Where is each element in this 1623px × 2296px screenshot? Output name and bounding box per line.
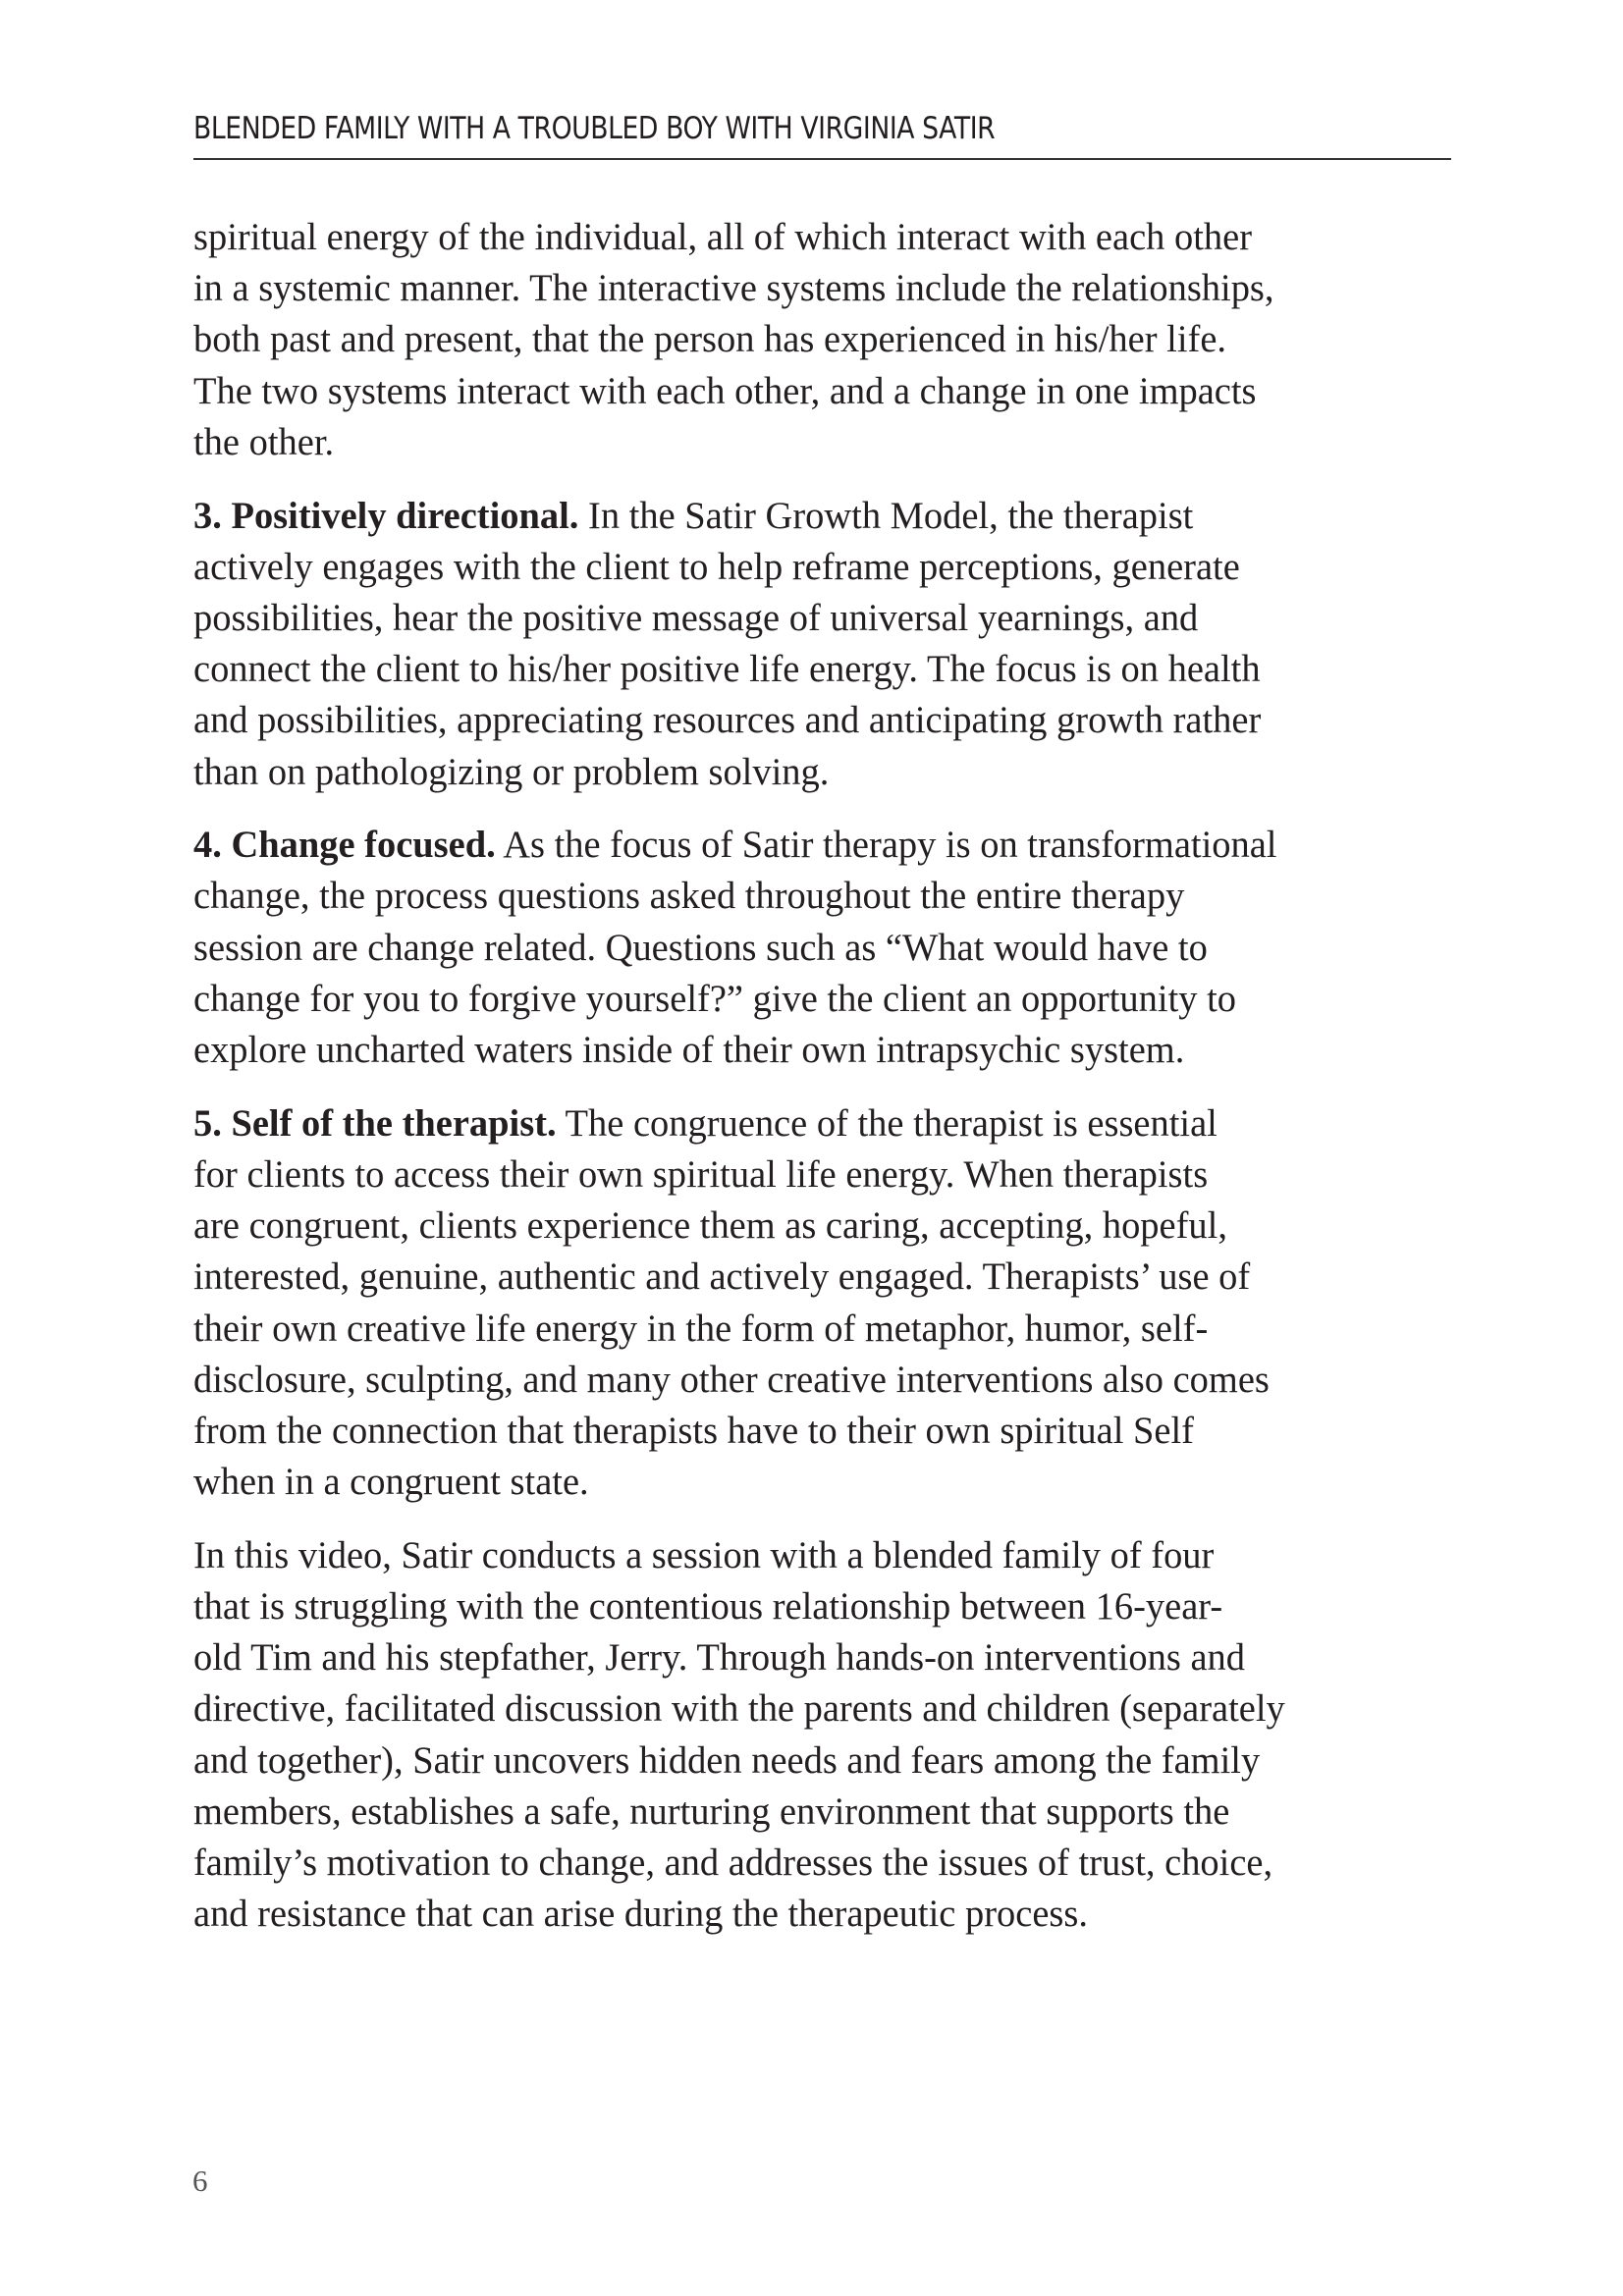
paragraph-lead: 4. Change focused. xyxy=(193,824,496,867)
text-line: session are change related. Questions such as “What would have to xyxy=(193,926,1208,969)
text-line: The two systems interact with each other, and a change in one impacts xyxy=(193,369,1257,412)
text-line: and possibilities, appreciating resources and anticipating growth rather xyxy=(193,699,1262,742)
text-line: both past and present, that the person has experienced in his/her life. xyxy=(193,318,1227,361)
text-line: change for you to forgive yourself?” give the client an opportunity to xyxy=(193,977,1237,1020)
text-line: when in a congruent state. xyxy=(193,1461,589,1504)
text-line: and resistance that can arise during the therapeutic process. xyxy=(193,1893,1088,1936)
paragraph-change-focused xyxy=(193,820,1470,1076)
text-line: than on pathologizing or problem solving. xyxy=(193,750,830,793)
paragraph-continuation xyxy=(193,212,1470,468)
text-line: directive, facilitated discussion with the parents and children (separately xyxy=(193,1687,1285,1731)
page-number: 6 xyxy=(192,2163,208,2198)
text-line: in a systemic manner. The interactive systems include the relationships, xyxy=(193,267,1274,310)
text-line: the other. xyxy=(193,420,335,463)
text-segment: As the focus of Satir therapy is on transformational xyxy=(495,824,1277,867)
text-segment: The congruence of the therapist is essential xyxy=(556,1101,1217,1145)
text-line: and together), Satir uncovers hidden needs and fears among the family xyxy=(193,1738,1261,1782)
text-line: possibilities, hear the positive message of universal yearnings, and xyxy=(193,596,1199,639)
text-line: In this video, Satir conducts a session with a blended family of four xyxy=(193,1533,1215,1576)
text-line: disclosure, sculpting, and many other creative interventions also comes xyxy=(193,1358,1270,1401)
text-line: actively engages with the client to help reframe perceptions, generate xyxy=(193,545,1240,588)
paragraph-video-summary xyxy=(193,1530,1470,1941)
text-line xyxy=(193,491,1452,542)
text-line: are congruent, clients experience them as caring, accepting, hopeful, xyxy=(193,1204,1227,1248)
paragraph-positively-directional xyxy=(193,491,1470,798)
body-text xyxy=(193,212,1470,1962)
paragraph-self-of-therapist xyxy=(193,1098,1470,1509)
text-line: that is struggling with the contentious relationship between 16-year- xyxy=(193,1585,1223,1629)
text-line xyxy=(193,1098,1452,1149)
text-line: their own creative life energy in the form of metaphor, humor, self- xyxy=(193,1307,1209,1350)
text-line: for clients to access their own spiritual life energy. When therapists xyxy=(193,1152,1209,1196)
running-head: BLENDED FAMILY WITH A TROUBLED BOY WITH VIRGINIA SATIR xyxy=(193,111,996,146)
text-line: connect the client to his/her positive life energy. The focus is on health xyxy=(193,648,1261,691)
text-segment: In the Satir Growth Model, the therapist xyxy=(578,494,1194,537)
text-line xyxy=(193,820,1452,871)
paragraph-lead: 5. Self of the therapist. xyxy=(193,1101,557,1145)
text-line: change, the process questions asked throughout the entire therapy xyxy=(193,875,1185,918)
text-line: old Tim and his stepfather, Jerry. Through hands-on interventions and xyxy=(193,1636,1245,1680)
text-line: interested, genuine, authentic and actively engaged. Therapists’ use of xyxy=(193,1255,1251,1299)
text-line: family’s motivation to change, and addresses the issues of trust, choice, xyxy=(193,1842,1273,1885)
text-line: spiritual energy of the individual, all of which interact with each other xyxy=(193,216,1253,258)
text-line: members, establishes a safe, nurturing environment that supports the xyxy=(193,1789,1230,1833)
text-line: explore uncharted waters inside of their own intrapsychic system. xyxy=(193,1029,1185,1072)
paragraph-lead: 3. Positively directional. xyxy=(193,494,579,537)
text-line: from the connection that therapists have to their own spiritual Self xyxy=(193,1409,1194,1452)
header-rule xyxy=(193,158,1451,160)
